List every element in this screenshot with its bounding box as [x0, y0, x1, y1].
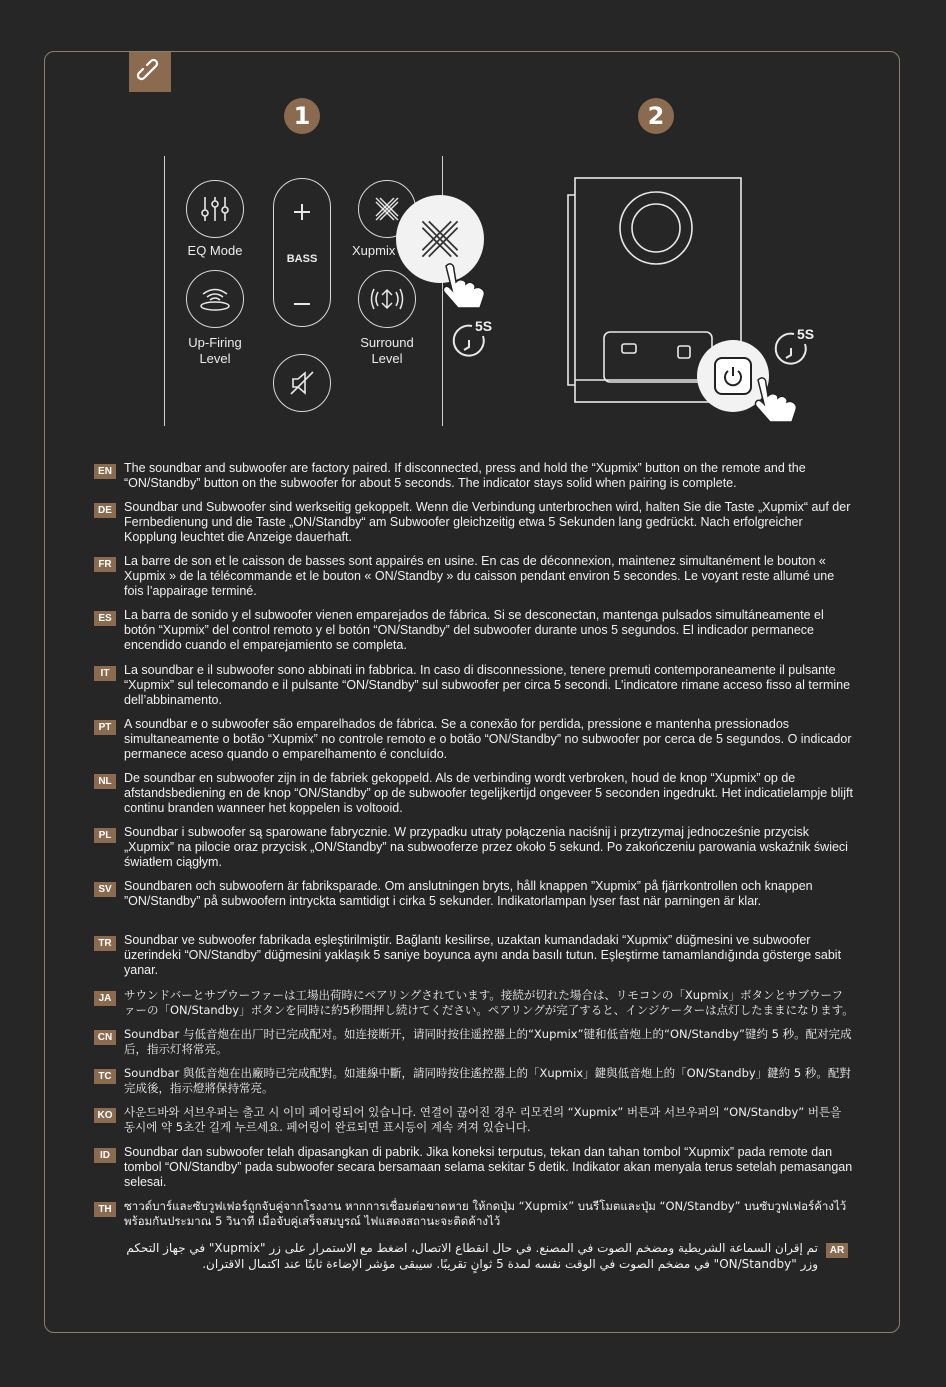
finger-press-icon [748, 376, 808, 426]
xupmix-label: Xupmix [352, 243, 396, 258]
mute-button[interactable] [273, 354, 331, 412]
step-2-badge: 2 [638, 98, 674, 134]
eq-mode-label: EQ Mode [187, 243, 243, 258]
lang-code: SV [94, 882, 116, 897]
surround-level-label: Surround Level [360, 335, 414, 366]
instruction-text: Soundbar 與低音炮在出廠時已完成配對。如連線中斷，請同時按住遙控器上的「Xupmix」鍵與低音炮上的「ON/Standby」鍵約 5 秒。配對完成後，指示燈將保持常亮。 [124, 1066, 851, 1096]
instruction-text: Soundbar ve subwoofer fabrikada eşleştirilmiştir. Bağlantı kesilirse, uzaktan kumandadaki “Xupmix” düğmesini ve subwoofer üzerindeki “ON/Standby” düğmesini yaklaşık 5 saniye boyunca aynı anda basılı tutun. Eşleştirme tamamlandığında gösterge sabit yanar. [124, 933, 842, 978]
instruction-text: ซาวด์บาร์และซับวูฟเฟอร์ถูกจับคู่จากโรงงาน หากการเชื่อมต่อขาดหาย ให้กดปุ่ม “Xupmix” บนรีโมตและปุ่ม “ON/Standby” บนซับวูฟเฟอร์ค้างไว้พร้อมกันประมาณ 5 วินาที เมื่อจับคู่เสร็จสมบูรณ์ ไฟแสดงสถานะจะติดค้างไว้ [124, 1199, 847, 1229]
link-icon [129, 52, 171, 92]
lang-code: TH [94, 1202, 116, 1217]
instruction-text: サウンドバーとサブウーファーは工場出荷時にペアリングされています。接続が切れた場合は、リモコンの「Xupmix」ボタンとサブウーファーの「ON/Standby」ボタンを同時に約5秒間押し続けてください。ペアリングが完了すると、インジケーターは点灯したままになります。 [124, 988, 854, 1018]
lang-code: EN [94, 464, 116, 479]
xupmix-icon [372, 194, 402, 224]
lang-code: PL [94, 828, 116, 843]
instruction-text: Soundbar 与低音炮在出厂时已完成配对。如连接断开，请同时按住遥控器上的“Xupmix”键和低音炮上的“ON/Standby”键约 5 秒。配对完成后，指示灯将常亮。 [124, 1027, 852, 1057]
minus-icon [293, 301, 311, 307]
instruction-text: La barra de sonido y el subwoofer vienen emparejados de fábrica. Si se desconectan, mantenga pulsados simultáneamente el botón “Xupmix” del control remoto y el botón “ON/Standby” del subwoofer durante unos 5 segundos. El indicador permanece encendido cuando el emparejamiento se completa. [124, 608, 824, 653]
up-firing-level-label: Up-Firing Level [188, 335, 242, 366]
equalizer-icon [198, 194, 232, 224]
instruction-text: 사운드바와 서브우퍼는 출고 시 이미 페어링되어 있습니다. 연결이 끊어진 경우 리모컨의 “Xupmix” 버튼과 서브우퍼의 “ON/Standby” 버튼을 동시에 약 5초간 길게 누르세요. 페어링이 완료되면 표시등이 계속 켜져 있습니다. [124, 1105, 842, 1135]
remote-left-edge [164, 156, 165, 426]
remote-timer-label: 5S [475, 318, 493, 334]
lang-code: DE [94, 503, 116, 518]
lang-code: TC [94, 1069, 116, 1084]
instruction-text: Soundbar dan subwoofer telah dipasangkan di pabrik. Jika koneksi terputus, tekan dan tahan tombol “Xupmix” pada remote dan tombol “ON/Standby” pada subwoofer secara bersamaan selama sekitar 5 detik. Indikator akan menyala terus setelah pemasangan selesai. [124, 1145, 853, 1190]
lang-code: AR [826, 1243, 848, 1258]
plus-icon [293, 203, 311, 221]
xupmix-icon [416, 215, 464, 263]
bass-rocker[interactable] [273, 178, 331, 327]
instruction-text: تم إقران السماعة الشريطية ومضخم الصوت في المصنع. في حال انقطاع الاتصال، اضغط مع الاستمرار على زر "Xupmix" في جهاز التحكم وزر "ON/Standby" في مضخم الصوت في الوقت نفسه لمدة 5 ثوانٍ تقريبًا. سيبقى مؤشر الإضاءة ثابتًا عند اكتمال الاقتران. [126, 1241, 818, 1271]
surround-level-button[interactable] [358, 270, 416, 328]
instruction-text: Soundbar und Subwoofer sind werkseitig gekoppelt. Wenn die Verbindung unterbrochen wird, halten Sie die Taste „Xupmix“ auf der Fernbedienung und die Taste „ON/Standby“ am Subwoofer gleichzeitig etwa 5 Sekunden lang gedrückt. Nach erfolgreicher Kopplung leuchtet die Anzeige dauerhaft. [124, 500, 851, 545]
lang-code: FR [94, 557, 116, 572]
lang-code: TR [94, 936, 116, 951]
instruction-text: A soundbar e o subwoofer são emparelhados de fábrica. Se a conexão for perdida, pressione e mantenha pressionados simultaneamente o botão “Xupmix” no controle remoto e o botão “ON/Standby” no subwoofer por cerca de 5 segundos. O indicador permanece aceso quando o emparelhamento é concluído. [124, 717, 852, 762]
eq-mode-button[interactable] [186, 180, 244, 238]
step-1-badge: 1 [284, 98, 320, 134]
lang-code: NL [94, 774, 116, 789]
instruction-text: The soundbar and subwoofer are factory paired. If disconnected, press and hold the “Xupmix” button on the remote and the “ON/Standby” button on the subwoofer for about 5 seconds. The indicator stays solid when pairing is complete. [124, 461, 806, 491]
lang-code: PT [94, 720, 116, 735]
up-firing-icon [197, 284, 233, 314]
lang-code: JA [94, 991, 116, 1006]
surround-icon [370, 284, 404, 314]
lang-code: ID [94, 1148, 116, 1163]
lang-code: KO [94, 1108, 116, 1123]
subwoofer-timer-label: 5S [797, 326, 815, 342]
finger-press-icon [436, 262, 496, 312]
instruction-text: La barre de son et le caisson de basses sont appairés en usine. En cas de déconnexion, maintenez simultanément le bouton « Xupmix » de la télécommande et le bouton « ON/Standby » du caisson pendant environ 5 secondes. Le voyant reste allumé une fois l’appairage terminé. [124, 554, 835, 599]
up-firing-level-button[interactable] [186, 270, 244, 328]
instruction-text: Soundbaren och subwoofern är fabriksparade. Om anslutningen bryts, håll knappen ”Xupmix” på fjärrkontrollen och knappen ”ON/Standby” på subwoofern intryckta samtidigt i cirka 5 sekunder. Indikatorlampan lyser fast när parningen är klar. [124, 879, 813, 909]
instruction-text: De soundbar en subwoofer zijn in de fabriek gekoppeld. Als de verbinding wordt verbroken, houd de knop “Xupmix” op de afstandsbediening en de knop “ON/Standby” op de subwoofer tegelijkertijd ongeveer 5 seconden ingedrukt. Het indicatielampje blijft continu branden wanneer het koppelen is voltooid. [124, 771, 853, 816]
bass-label: BASS [286, 253, 318, 265]
instruction-text: La soundbar e il subwoofer sono abbinati in fabbrica. In caso di disconnessione, tenere premuti contemporaneamente il pulsante “Xupmix” sul telecomando e il pulsante “ON/Standby” sul subwoofer per circa 5 secondi. L’indicatore rimane acceso fisso al termine dell’abbinamento. [124, 663, 851, 708]
lang-code: ES [94, 611, 116, 626]
instruction-text: Soundbar i subwoofer są sparowane fabrycznie. W przypadku utraty połączenia naciśnij i przytrzymaj jednocześnie przycisk „Xupmix” na pilocie oraz przycisk „ON/Standby” na subwooferze przez około 5 sekund. Po zakończeniu parowania wskaźnik świeci światłem ciągłym. [124, 825, 848, 870]
mute-icon [287, 368, 317, 398]
lang-code: IT [94, 666, 116, 681]
lang-code: CN [94, 1030, 116, 1045]
